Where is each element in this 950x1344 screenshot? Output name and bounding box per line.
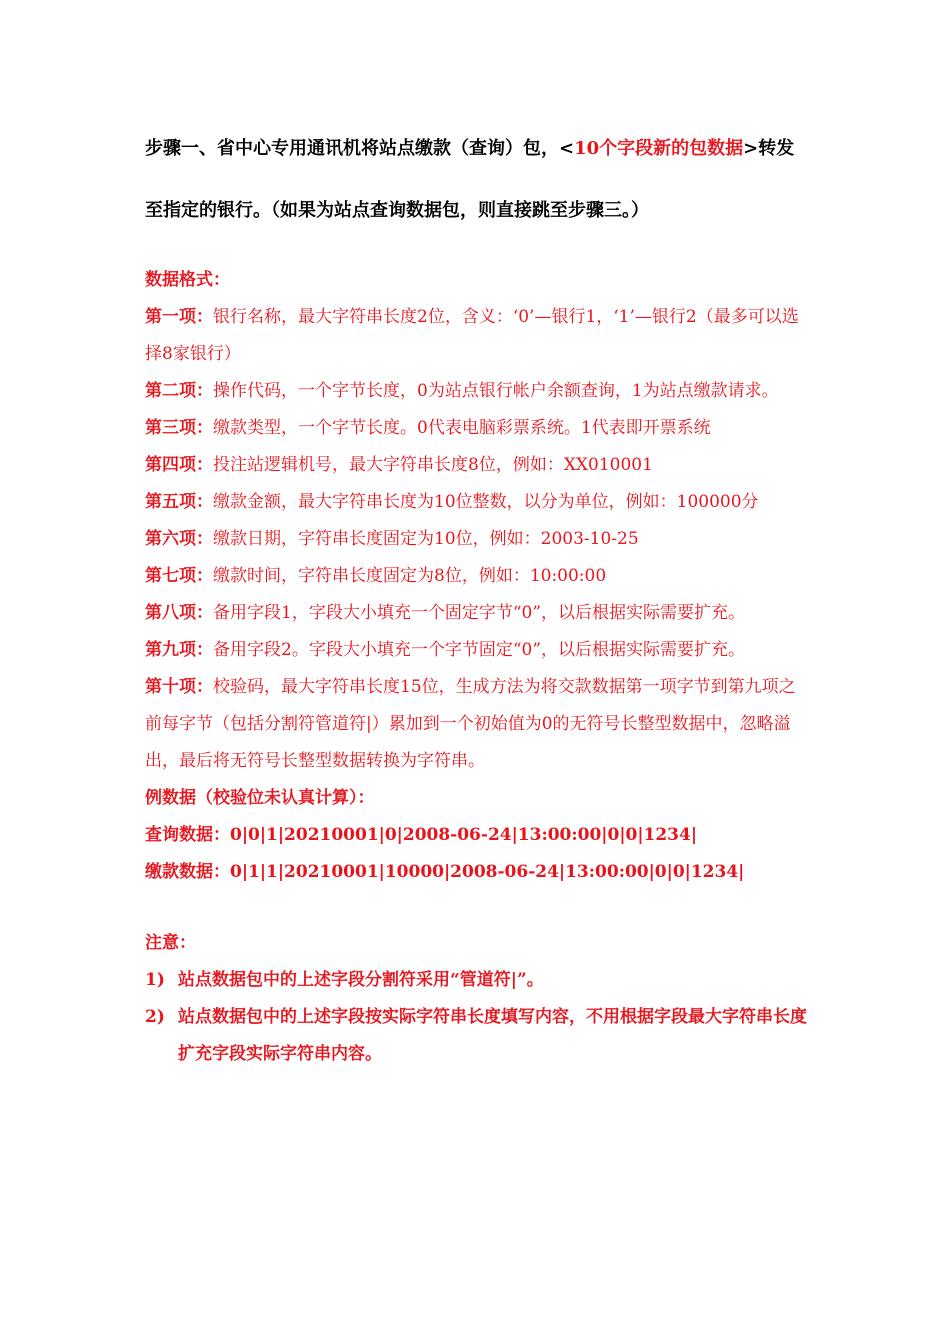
format-item-label: 第一项：	[145, 307, 213, 327]
notes-title: 注意：	[145, 933, 196, 953]
format-item	[145, 447, 810, 484]
format-item-label: 第三项：	[145, 418, 213, 438]
format-item-label: 第二项：	[145, 381, 213, 401]
example-title: 例数据（校验位未认真计算）：	[145, 788, 375, 808]
format-item	[145, 521, 810, 558]
notes-section	[145, 925, 810, 1073]
note-text: 站点数据包中的上述字段按实际字符串长度填写内容，不用根据字段最大字符串长度扩充字段实际字符串内容。	[178, 1007, 807, 1064]
format-item	[145, 484, 810, 521]
note-text: 站点数据包中的上述字段分割符采用“管道符|”。	[178, 970, 544, 990]
format-item-text: 备用字段1，字段大小填充一个固定字节“0”，以后根据实际需要扩充。	[213, 603, 746, 623]
example-query-data: 查询数据：0|0|1|20210001|0|2008-06-24|13:00:00|0|0|1234|	[145, 825, 698, 845]
example-payment-data: 缴款数据：0|1|1|20210001|10000|2008-06-24|13:00:00|0|0|1234|	[145, 862, 745, 882]
format-item-label: 第五项：	[145, 492, 213, 512]
format-item	[145, 373, 810, 410]
note-item	[145, 962, 810, 999]
format-item	[145, 632, 810, 669]
format-item	[145, 669, 810, 780]
note-number: 2)	[145, 1007, 165, 1027]
format-item-label: 第六项：	[145, 529, 213, 549]
format-item-text: 投注站逻辑机号，最大字符串长度8位，例如：XX010001	[213, 455, 653, 475]
format-item	[145, 299, 810, 373]
step-one-heading	[145, 118, 810, 242]
note-number: 1)	[145, 970, 165, 990]
format-item-text: 备用字段2。字段大小填充一个字节固定“0”，以后根据实际需要扩充。	[213, 640, 746, 660]
format-item-text: 银行名称，最大字符串长度2位，含义：‘0’—银行1，‘1’—银行2（最多可以选择8家银行）	[145, 307, 799, 364]
format-item	[145, 595, 810, 632]
format-item-text: 操作代码，一个字节长度，0为站点银行帐户余额查询，1为站点缴款请求。	[213, 381, 779, 401]
document-content	[145, 118, 810, 1073]
format-item-label: 第十项：	[145, 677, 213, 697]
note-item	[145, 999, 810, 1073]
format-item-text: 缴款日期，字符串长度固定为10位，例如：2003-10-25	[213, 529, 639, 549]
format-item-text: 缴款时间，字符串长度固定为8位，例如：10:00:00	[213, 566, 607, 586]
format-item-label: 第九项：	[145, 640, 213, 660]
format-item-label: 第八项：	[145, 603, 213, 623]
format-item-label: 第四项：	[145, 455, 213, 475]
format-item-text: 校验码，最大字符串长度15位，生成方法为将交款数据第一项字节到第九项之前每字节（包括分割符管道符|）累加到一个初始值为0的无符号长整型数据中，忽略溢出，最后将无符号长整型数据转换为字符串。	[145, 677, 796, 771]
format-item	[145, 558, 810, 595]
heading-highlight: 10个字段新的包数据	[574, 138, 744, 159]
data-format-section	[145, 262, 810, 891]
format-item	[145, 410, 810, 447]
format-item-label: 第七项：	[145, 566, 213, 586]
heading-part-1: 步骤一、省中心专用通讯机将站点缴款（查询）包，<	[145, 138, 575, 159]
heading-part-2: >转发至指定的银行。（如果为站点查询数据包，则直接跳至步骤三。）	[145, 138, 795, 221]
format-item-text: 缴款类型，一个字节长度。0代表电脑彩票系统。1代表即开票系统	[213, 418, 711, 438]
data-format-title: 数据格式：	[145, 270, 230, 290]
format-item-text: 缴款金额，最大字符串长度为10位整数，以分为单位，例如：100000分	[213, 492, 759, 512]
